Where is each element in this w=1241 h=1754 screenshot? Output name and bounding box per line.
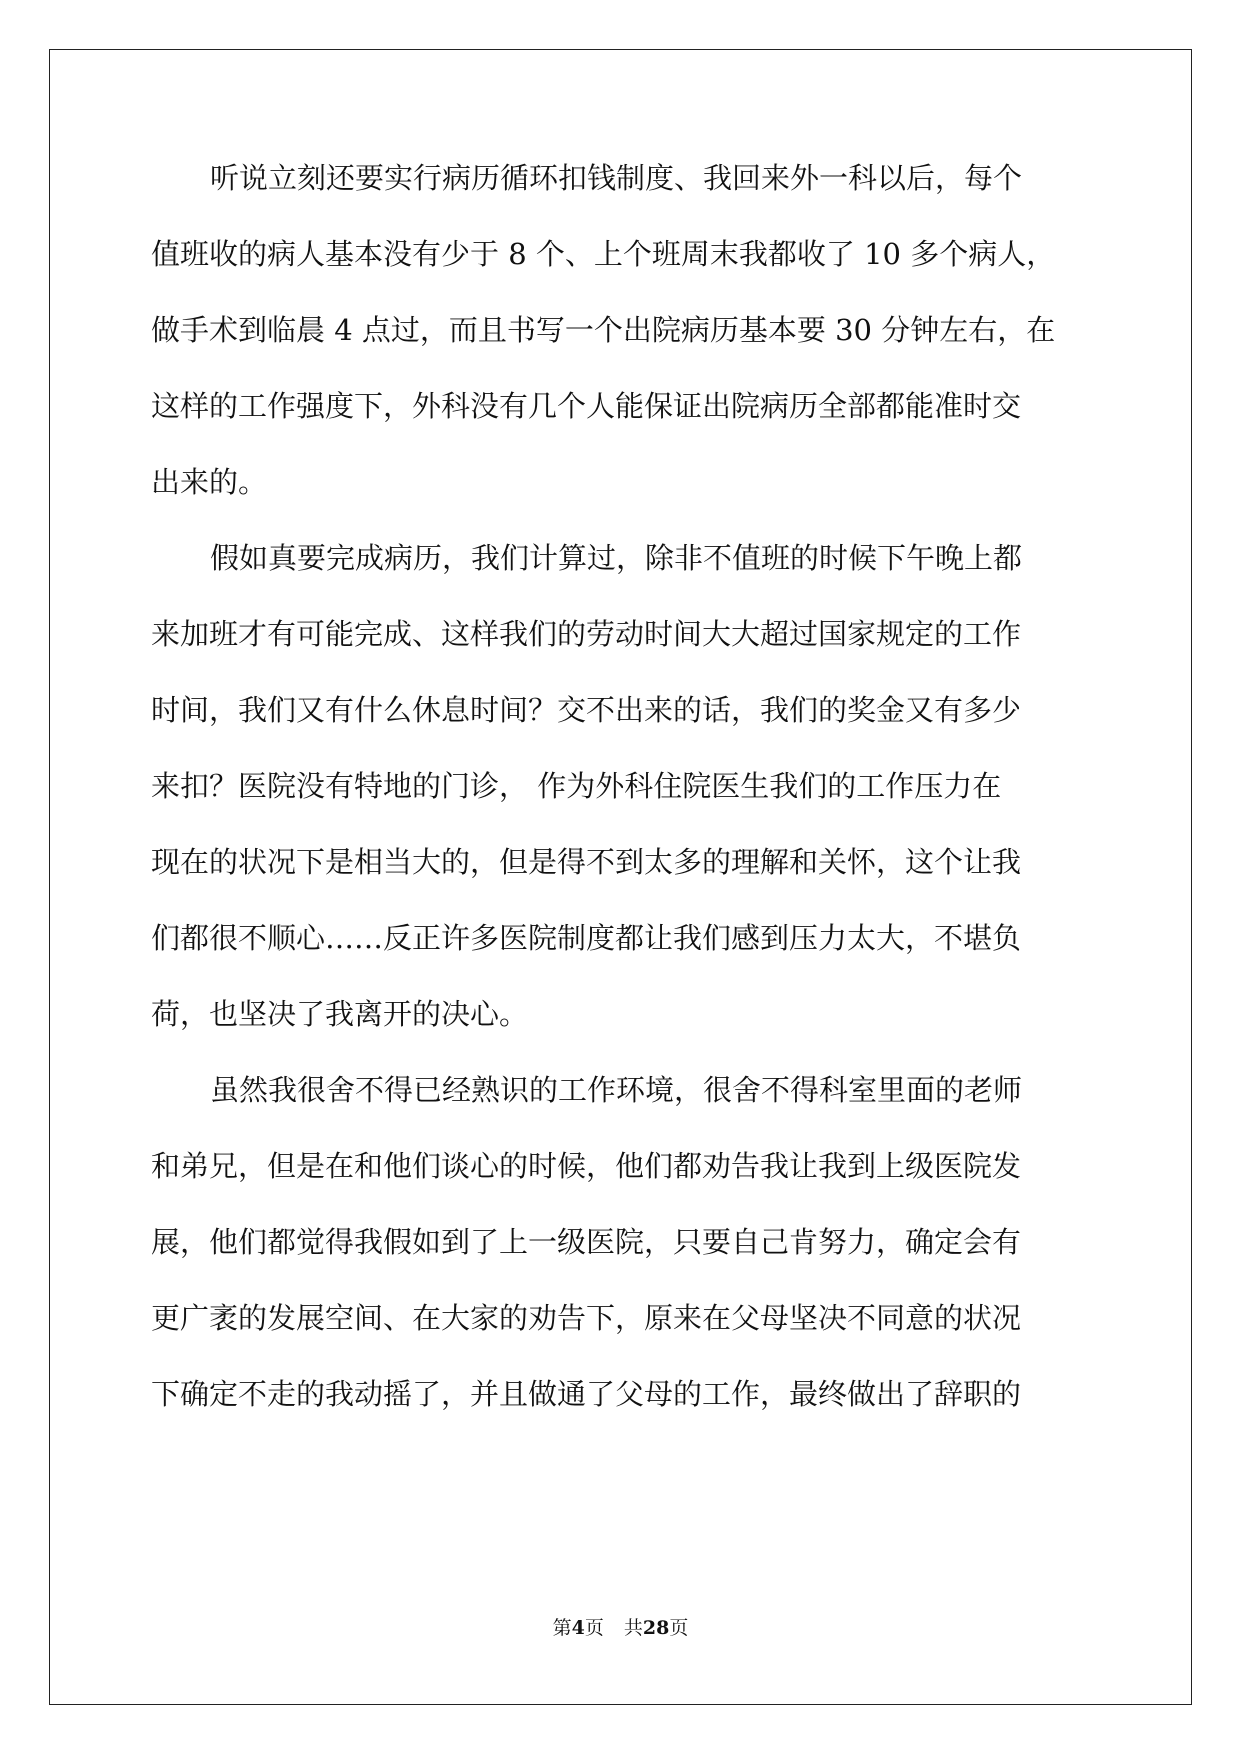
paragraph-2-line-4: 来扣？医院没有特地的门诊， 作为外科住院医生我们的工作压力在 [151,769,1002,803]
paragraph-1-line-2: 值班收的病人基本没有少于 8 个、上个班周末我都收了 10 多个病人， [151,237,1056,271]
paragraph-2-line-6: 们都很不顺心……反正许多医院制度都让我们感到压力太大，不堪负 [151,921,1022,955]
paragraph-2-line-7: 荷，也坚决了我离开的决心。 [151,997,529,1031]
footer-page-number: 4 [571,1617,585,1639]
paragraph-3-line-2: 和弟兄，但是在和他们谈心的时候，他们都劝告我让我到上级医院发 [151,1149,1022,1183]
paragraph-2-line-2: 来加班才有可能完成、这样我们的劳动时间大大超过国家规定的工作 [151,617,1022,651]
footer-total-pages: 28 [642,1617,670,1639]
paragraph-2-line-5: 现在的状况下是相当大的，但是得不到太多的理解和关怀，这个让我 [151,845,1022,879]
footer-prefix: 第 [552,1617,572,1639]
paragraph-3-line-4: 更广袤的发展空间、在大家的劝告下，原来在父母坚决不同意的状况 [151,1301,1022,1335]
paragraph-3-line-3: 展，他们都觉得我假如到了上一级医院，只要自己肯努力，确定会有 [151,1225,1022,1259]
paragraph-1-line-1: 听说立刻还要实行病历循环扣钱制度、我回来外一科以后，每个 [210,161,1023,195]
page-footer [0,1616,1241,1640]
paragraph-3-line-1: 虽然我很舍不得已经熟识的工作环境，很舍不得科室里面的老师 [210,1073,1023,1107]
paragraph-2-line-1: 假如真要完成病历，我们计算过，除非不值班的时候下午晚上都 [210,541,1023,575]
paragraph-3-line-5: 下确定不走的我动摇了，并且做通了父母的工作，最终做出了辞职的 [151,1377,1022,1411]
paragraph-1-line-5: 出来的。 [151,465,268,499]
footer-total-prefix: 共 [623,1617,643,1639]
footer-total-suffix: 页 [669,1617,689,1639]
paragraph-2-line-3: 时间，我们又有什么休息时间？交不出来的话，我们的奖金又有多少 [151,693,1022,727]
paragraph-1-line-3: 做手术到临晨 4 点过，而且书写一个出院病历基本要 30 分钟左右，在 [151,313,1056,347]
paragraph-1-line-4: 这样的工作强度下，外科没有几个人能保证出院病历全部都能准时交 [151,389,1022,423]
footer-page-suffix: 页 [584,1617,604,1639]
